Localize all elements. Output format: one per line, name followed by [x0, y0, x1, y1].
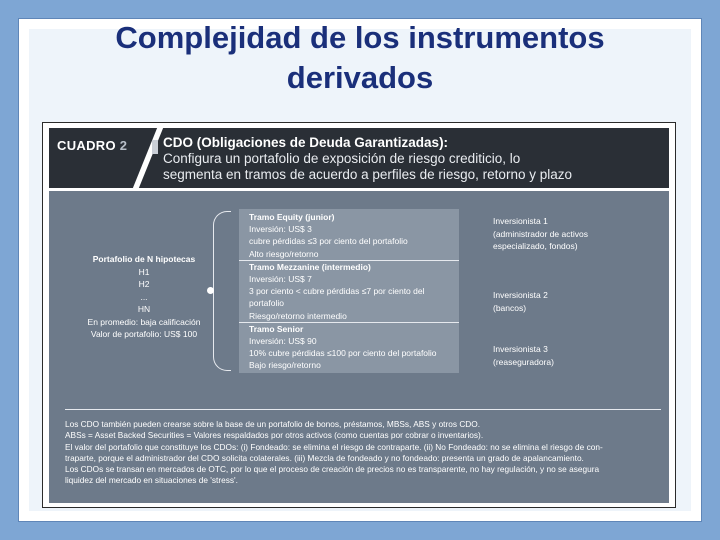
tranches-panel — [239, 209, 459, 373]
investor-2 — [493, 289, 643, 314]
tranche-name: Tramo Equity (junior) — [249, 212, 335, 222]
investor-line: Inversionista 1 — [493, 216, 548, 226]
slide-title-line-2: derivados — [286, 60, 434, 95]
slide-title-line-1: Complejidad de los instrumentos — [115, 20, 605, 55]
investor-line: especializado, fondos) — [493, 241, 578, 251]
figure-subheading-line-1: Configura un portafolio de exposición de riesgo crediticio, lo — [163, 151, 521, 166]
portfolio-line: Valor de portafolio: US$ 100 — [90, 329, 198, 339]
figure-body — [49, 191, 669, 503]
note-line: Los CDOs se transan en mercados de OTC, por lo que el proceso de creación de precios no es transparente, no hay regulación, y no se asegura — [65, 464, 600, 475]
tranche-line: cubre pérdidas ≤3 por ciento del portafolio — [249, 236, 408, 247]
figure-heading — [163, 135, 668, 183]
investor-1 — [493, 215, 643, 253]
notes-divider — [65, 409, 661, 410]
investor-line: Inversionista 3 — [493, 344, 548, 354]
tranche-line: 10% cubre pérdidas ≤100 por ciento del portafolio — [249, 348, 437, 359]
tranche-name: Tramo Senior — [249, 323, 304, 334]
tranche-line: Inversión: US$ 7 — [249, 274, 312, 285]
figure-label-text: CUADRO — [57, 138, 116, 153]
tranche-line: Alto riesgo/retorno — [249, 248, 319, 259]
investor-line: Inversionista 2 — [493, 290, 548, 300]
tranche-equity — [249, 211, 459, 260]
tranche-line: portafolio — [249, 298, 284, 309]
header-divider — [133, 128, 163, 188]
figure-heading-title: CDO (Obligaciones de Deuda Garantizadas): — [163, 135, 449, 150]
figure-notes — [65, 419, 661, 487]
figure-number: 2 — [119, 138, 128, 153]
brace-point-icon — [207, 287, 214, 294]
tranche-line: Inversión: US$ 90 — [249, 336, 317, 347]
note-line: El valor del portafolio que constituye los CDOs: (i) Fondeado: se elimina el riesgo de contraparte. (ii) No Fondeado: no se elimina el riesgo de con- — [65, 441, 603, 452]
tranche-line: 3 por ciento < cubre pérdidas ≤7 por ciento del — [249, 286, 425, 297]
investor-line: (reaseguradora) — [493, 356, 554, 367]
figure-label — [57, 138, 127, 153]
figure-subheading-line-2: segmenta en tramos de acuerdo a perfiles de riesgo, retorno y plazo — [163, 167, 572, 182]
tranche-line: Riesgo/retorno intermedio — [249, 310, 347, 321]
portfolio-line: En promedio: baja calificación — [87, 316, 201, 327]
header-bullet-icon — [152, 140, 158, 154]
brace-connector — [213, 211, 231, 371]
tranche-line: Inversión: US$ 3 — [249, 224, 312, 235]
investor-line: (administrador de activos — [493, 228, 588, 239]
figure-image — [42, 122, 676, 508]
note-line: ABSs = Asset Backed Securities = Valores respaldados por otros activos (como cuentas por cobrar o inventarios). — [65, 430, 484, 441]
portfolio-line: H2 — [138, 279, 150, 289]
portfolio-title: Portafolio de N hipotecas — [92, 254, 196, 264]
tranche-senior — [249, 323, 459, 372]
portfolio-box — [79, 253, 209, 341]
note-line: traparte, porque el administrador del CDO solicita colaterales. (iii) Mezcla de fondeado y no fondeado: presenta un grado de apalancamiento. — [65, 452, 584, 463]
portfolio-line: ... — [140, 291, 148, 302]
note-line: Los CDO también pueden crearse sobre la base de un portafolio de bonos, préstamos, MBSs, ABS y otros CDO. — [65, 419, 481, 429]
tranche-name: Tramo Mezzanine (intermedio) — [249, 261, 371, 272]
portfolio-line: H1 — [138, 266, 150, 277]
investor-3 — [493, 343, 643, 368]
tranche-mezzanine — [249, 261, 459, 322]
note-line: liquidez del mercado en situaciones de 'stress'. — [65, 475, 238, 486]
investor-line: (bancos) — [493, 302, 527, 313]
slide-title — [0, 18, 720, 98]
tranche-line: Bajo riesgo/retorno — [249, 360, 321, 371]
figure-header — [49, 128, 669, 188]
portfolio-line: HN — [137, 304, 151, 314]
